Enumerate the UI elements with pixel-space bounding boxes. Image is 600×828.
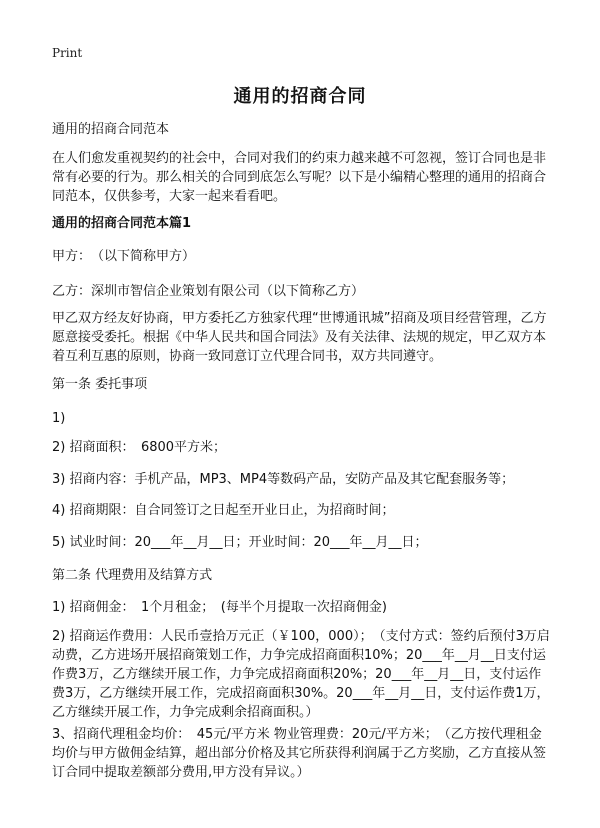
intro-paragraph: 在人们愈发重视契约的社会中，合同对我们的约束力越来越不可忽视，签订合同也是非常有必要的行为。那么相关的合同到底怎么写呢？以下是小编精心整理的通用的招商合同范本，仅供参考，大家一起来看看吧。	[52, 151, 547, 204]
page-title: 通用的招商合同	[233, 86, 367, 107]
print-label: Print	[52, 46, 83, 60]
party-a: 甲方： （以下简称甲方）	[52, 249, 196, 264]
party-b: 乙方：深圳市智信企业策划有限公司（以下简称乙方）	[52, 284, 365, 299]
fee-1: 1) 招商佣金： 1个月租金； (每半个月提取一次招商佣金)	[52, 600, 387, 615]
preamble-paragraph: 甲乙双方经友好协商，甲方委托乙方独家代理“世博通讯城”招商及项目经营管理，乙方愿意接受委托。根据《中华人民共和国合同法》及有关法律、法规的规定，甲乙双方本着互利互惠的原则，协商一致同意订立代理合同书，双方共同遵守。	[52, 311, 547, 364]
article2-title: 第二条 代理费用及结算方式	[52, 568, 213, 583]
fee-3: 3、招商代理租金均价： 45元/平方米 物业管理费：20元/平方米； （乙方按代理租金均价与甲方做佣金结算，超出部分价格及其它所获得利润属于乙方奖励，乙方直接从签订合同中提取差额部分费用,甲方没有异议。）	[52, 727, 547, 780]
item-4: 4) 招商期限：自合同签订之日起至开业日止，为招商时间；	[52, 503, 395, 518]
item-1: 1)	[52, 411, 66, 426]
section-heading: 通用的招商合同范本篇1	[52, 216, 192, 231]
article1-title: 第一条 委托事项	[52, 377, 148, 392]
item-2: 2) 招商面积： 6800平方米；	[52, 440, 227, 455]
item-5: 5) 试业时间：20___年__月__日；开业时间：20___年__月__日；	[52, 535, 428, 550]
document-subtitle: 通用的招商合同范本	[52, 122, 170, 137]
fee-2: 2) 招商运作费用：人民币壹拾万元正（￥100，000）； （支付方式：签约后预付3万启动费，乙方进场开展招商策划工作，力争完成招商面积10%；20___年__月__日支付运作费3万，乙方继续开展工作，力争完成招商面积20%；20___年__月__日，支付运作费3万，乙方继续开展工作，完成招商面积30%。20___年__月__日，支付运作费1万，乙方继续开展工作，力争完成剩余招商面积。）	[52, 629, 550, 720]
item-3: 3) 招商内容：手机产品，MP3、MP4等数码产品，安防产品及其它配套服务等；	[52, 472, 515, 487]
